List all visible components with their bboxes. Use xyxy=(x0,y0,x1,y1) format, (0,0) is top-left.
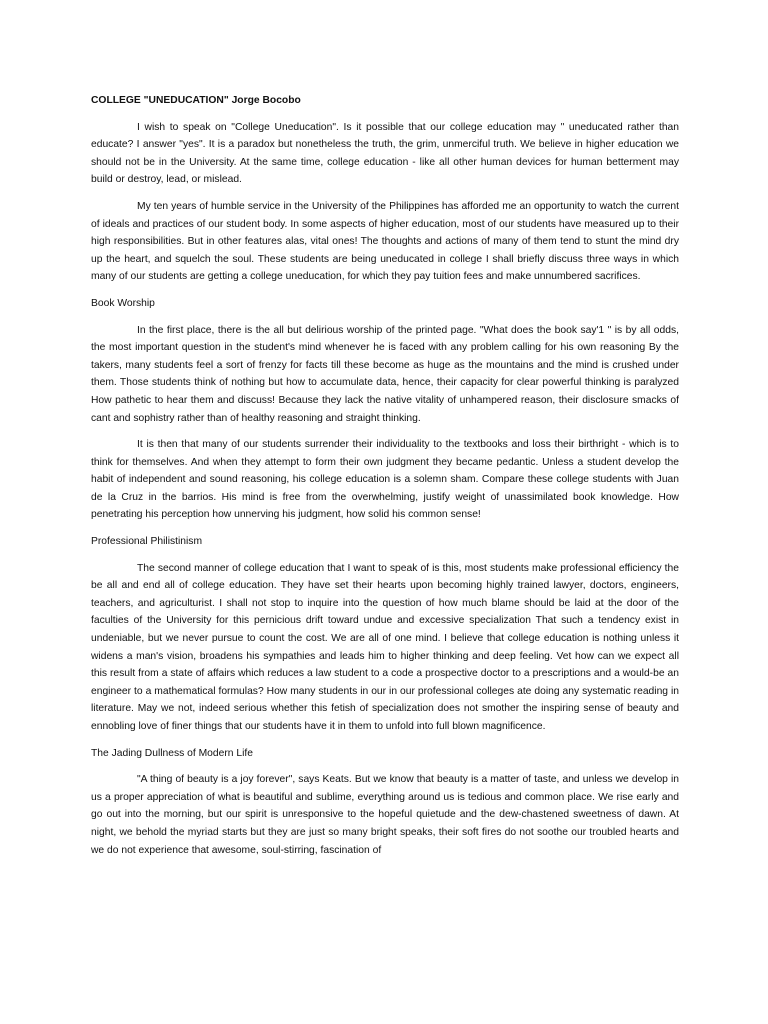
section-heading-jading-dullness: The Jading Dullness of Modern Life xyxy=(91,747,253,759)
jading-dullness-paragraph-1: "A thing of beauty is a joy forever", says Keats. But we know that beauty is a matter of taste, and unless we develop in us a proper appreciation of what is beautiful and sublime, everything around us is tedious and common place. We rise early and go out into the morning, but our spirit is unresponsive to the hopeful quietude and the dew-chastened sweetness of dawn. At night, we behold the myriad starts but they are just so many bright speaks, their soft fires do not soothe our troubled hearts and we do not experience that awesome, soul-stirring, fascination of xyxy=(91,774,679,856)
document-page xyxy=(91,92,679,868)
section-heading-book-worship: Book Worship xyxy=(91,297,155,309)
intro-paragraph-2: My ten years of humble service in the University of the Philippines has afforded me an opportunity to watch the current of ideals and practices of our student body. In some aspects of higher education, most of our students have measured up to their high responsibilities. But in other features alas, vital ones! The thoughts and actions of many of them tend to stunt the mind dry up the heart, and squelch the soul. These students are being uneducated in college I shall briefly discuss three ways in which many of our students are getting a college uneducation, for which they pay tuition fees and make unnumbered sacrifices. xyxy=(91,200,679,283)
book-worship-paragraph-2: It is then that many of our students surrender their individuality to the textbooks and loss their birthright - which is to think for themselves. And when they attempt to form their own judgment they became pedantic. Unless a student develop the habit of independent and sound reasoning, his college education is a solemn sham. Compare these college students with Juan de la Cruz in the barrios. His mind is free from the overwhelming, justify weight of unassimilated book knowledge. How penetrating his perception how unnerving his judgment, how solid his common sense! xyxy=(91,439,679,521)
document-title: COLLEGE "UNEDUCATION" Jorge Bocobo xyxy=(91,95,301,106)
book-worship-paragraph-1: In the first place, there is the all but delirious worship of the printed page. "What does the book say'1 " is by all odds, the most important question in the student's mind whenever he is faced with any problem calling for his own reasoning By the takers, many students feel a sort of frenzy for facts till these become as huge as the mountains and the mind is crushed under them. Those students think of nothing but how to accumulate data, hence, their capacity for clear powerful thinking is paralyzed How pathetic to hear them and discuss! Because they lack the native vitality of unhampered reason, their disclosure smacks of cant and sophistry rather than of healthy reasoning and straight thinking. xyxy=(91,324,679,424)
professional-philistinism-paragraph-1: The second manner of college education that I want to speak of is this, most students make professional efficiency the be all and end all of college education. They have set their hearts upon becoming highly trained lawyer, doctors, engineers, teachers, and agriculturist. I shall not stop to inquire into the question of how much blame should be laid at the door of the faculties of the University for this pernicious drift toward undue and excessive specialization That such a tendency exist in undeniable, but we never pursue to count the cost. We are all of one mind. I believe that college education is nothing unless it widens a man's vision, broadens his sympathies and leads him to higher thinking and deep feeling. Vet how can we expect all this result from a state of affairs which reduces a law student to a code a prospective doctor to a prescriptions and a would-be an engineer to a mathematical formulas? How many students in our in our professional colleges ate doing any systematic reading in literature. May we not, indeed serious whether this fetish of specialization does not smother the inspiring sense of beauty and ennobling love of finer things that our students have it in them to unfold into full blown magnificence. xyxy=(91,562,679,732)
intro-paragraph-1: I wish to speak on "College Uneducation". Is it possible that our college education may " uneducated rather than educate? I answer "yes". It is a paradox but nonetheless the truth, the grim, unmerciful truth. We believe in higher education we should not be in the University. At the same time, college education - like all other human devices for human betterment may build or destroy, lead, or mislead. xyxy=(91,121,679,186)
section-heading-professional-philistinism: Professional Philistinism xyxy=(91,536,203,548)
